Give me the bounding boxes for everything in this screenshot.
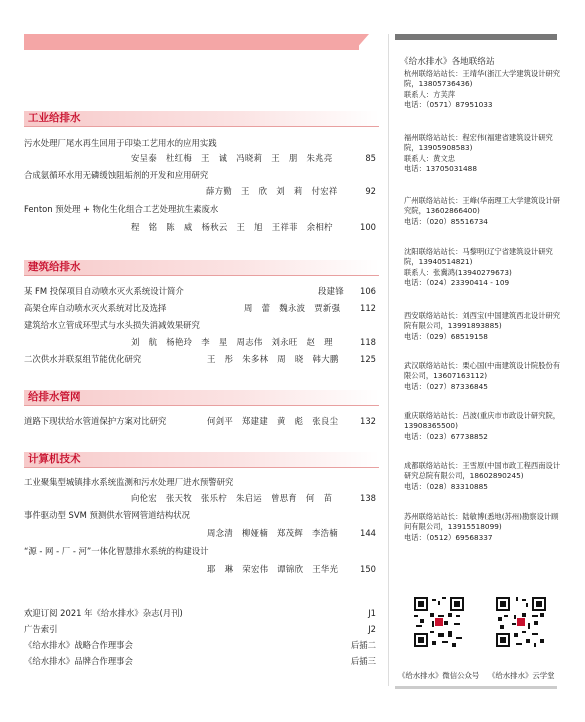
- right-bottom-bar: [395, 686, 557, 689]
- station-contact: 联系人：方芙萍: [404, 89, 456, 99]
- station-block: [404, 512, 562, 543]
- top-decor-band: [24, 34, 359, 50]
- station-head: 福州联络站站长：程宏伟(福建省建筑设计研究院，13905908583): [404, 133, 553, 153]
- station-phone: 电话：（027）87336845: [404, 381, 488, 391]
- misc-entry-title[interactable]: 欢迎订阅 2021 年《给水排水》杂志(月刊): [24, 608, 183, 618]
- section-header-pipeline: [24, 390, 379, 406]
- station-phone: 电话：（0512）69568337: [404, 532, 493, 542]
- article-authors: 王 彤 朱多林 周 晓 韩大鹏: [207, 354, 339, 364]
- misc-entry-page: 后插二: [350, 640, 376, 650]
- misc-entry-title[interactable]: 《给水排水》战略合作理事会: [24, 640, 133, 650]
- station-phone: 电话：（029）68519158: [404, 331, 488, 341]
- section-title: 工业给排水: [28, 112, 81, 124]
- station-phone: 电话：（028）83310885: [404, 481, 488, 491]
- page-number: 106: [360, 286, 376, 296]
- page-number: 132: [360, 416, 376, 426]
- station-head: 广州联络站站长：王峰(华南理工大学建筑设计研究院，13602866400): [404, 196, 561, 216]
- article-authors: 向伦宏 张天牧 张乐柠 朱启运 曾思育 何 苗: [131, 493, 333, 503]
- article-title[interactable]: 某 FM 投保项目自动喷水灭火系统设计简介: [24, 286, 184, 296]
- article-authors: 何剑平 郑建建 黄 彪 张良尘: [207, 416, 339, 426]
- article-title[interactable]: 污水处理厂尾水再生回用于印染工艺用水的应用实践: [24, 138, 217, 148]
- station-block: [404, 411, 562, 442]
- article-authors: 段建锋: [318, 286, 345, 296]
- station-block: [404, 69, 562, 111]
- article-authors: 刘 航 杨艳玲 李 星 周志伟 刘永旺 赵 理: [131, 337, 333, 347]
- wechat-qr-code[interactable]: [414, 597, 464, 647]
- top-decor-band-tail: [355, 34, 369, 50]
- station-phone: 电话：（020）85516734: [404, 216, 488, 226]
- station-head: 沈阳联络站站长：马黎明(辽宁省建筑设计研究院，13940514821): [404, 247, 553, 267]
- station-phone: 电话：（024）23390414 - 109: [404, 278, 510, 288]
- article-title[interactable]: “源 - 网 - 厂 - 河”一体化智慧排水系统的构建设计: [24, 546, 209, 556]
- station-block: [404, 311, 562, 342]
- station-head: 苏州联络站站长：陆敏博(悉地(苏州)勘察设计顾问有限公司，13915518099): [404, 512, 559, 532]
- station-head: 西安联络站站长：刘西宝(中国建筑西北设计研究院有限公司，13991893885): [404, 311, 561, 331]
- article-title[interactable]: 道路下现状给水管道保护方案对比研究: [24, 416, 167, 426]
- qr-caption: 《给水排水》微信公众号: [398, 671, 480, 680]
- article-authors: 安呈泰 杜红梅 王 诚 冯晓莉 王 朋 朱兆亮: [131, 153, 333, 163]
- page-number: 100: [360, 222, 376, 232]
- article-authors: 周 蕾 魏永波 贾新强: [244, 303, 341, 313]
- misc-entry-page: 后插三: [350, 656, 376, 666]
- page-number: 125: [360, 354, 376, 364]
- station-head: 成都联络站站长：王雪原(中国市政工程西南设计研究总院有限公司，18602890245): [404, 461, 561, 481]
- misc-entry-page: J1: [368, 608, 376, 618]
- section-header-industrial: [24, 111, 379, 127]
- station-block: [404, 247, 562, 289]
- right-panel: [388, 34, 561, 686]
- article-title[interactable]: 高架仓库自动喷水灭火系统对比及选择: [24, 303, 167, 313]
- article-authors: 耶 琳 荣宏伟 谭锦欣 王华光: [207, 564, 339, 574]
- station-head: 武汉联络站站长：栗心国(中南建筑设计院股份有限公司，13607163112): [404, 361, 561, 381]
- section-header-computer: [24, 452, 379, 468]
- page-number: 85: [365, 153, 376, 163]
- station-contact: 联系人：张冀鸿(13940279673): [404, 267, 512, 277]
- page-number: 112: [360, 303, 376, 313]
- station-block: [404, 133, 562, 175]
- article-title[interactable]: 建筑给水立管成环型式与水头损失消减效果研究: [24, 320, 200, 330]
- article-authors: 程 铭 陈 威 杨秋云 王 旭 王祥菲 余相柠: [131, 222, 333, 232]
- article-title[interactable]: 工业聚集型城镇排水系统监测和污水处理厂进水预警研究: [24, 477, 234, 487]
- article-authors: 薛方勤 王 欣 刘 莉 付宏祥: [206, 186, 338, 196]
- page-number: 150: [360, 564, 376, 574]
- qr-caption: 《给水排水》云学堂: [488, 671, 555, 680]
- station-head: 重庆联络站站长：吕波(重庆市市政设计研究院，13908365500): [404, 411, 561, 431]
- page-number: 138: [360, 493, 376, 503]
- article-title[interactable]: 合成氨循环水用无磷缓蚀阻垢剂的开发和应用研究: [24, 170, 209, 180]
- article-authors: 周念清 柳娅楠 郑茂辉 李浩楠: [207, 528, 338, 538]
- station-contact: 联系人：黄文忠: [404, 153, 456, 163]
- misc-entry-title[interactable]: 《给水排水》品牌合作理事会: [24, 656, 133, 666]
- section-title: 建筑给排水: [28, 261, 81, 273]
- article-title[interactable]: 二次供水并联泵组节能优化研究: [24, 354, 142, 364]
- section-title: 计算机技术: [28, 453, 81, 465]
- cloud-classroom-qr-code[interactable]: [496, 597, 546, 647]
- station-head: 杭州联络站站长：王靖华(浙江大学建筑设计研究院，13805736436): [404, 69, 561, 89]
- station-block: [404, 196, 562, 227]
- right-top-bar: [395, 34, 557, 40]
- misc-entry-title[interactable]: 广告索引: [24, 624, 58, 634]
- station-phone: 电话：（023）67738852: [404, 431, 488, 441]
- page-number: 118: [360, 337, 376, 347]
- station-phone: 电话：（0571）87951033: [404, 100, 493, 110]
- station-block: [404, 361, 562, 392]
- station-block: [404, 461, 562, 492]
- section-header-building: [24, 260, 379, 276]
- stations-title: 《给水排水》各地联络站: [400, 57, 495, 67]
- misc-entry-page: J2: [368, 624, 376, 634]
- section-title: 给排水管网: [28, 391, 81, 403]
- article-title[interactable]: Fenton 预处理 + 物化生化组合工艺处理抗生素废水: [24, 204, 219, 214]
- station-phone: 电话：13705031488: [404, 164, 477, 174]
- page-number: 144: [360, 528, 376, 538]
- page-number: 92: [365, 186, 376, 196]
- article-title[interactable]: 事件驱动型 SVM 预测供水管网管道结构状况: [24, 510, 190, 520]
